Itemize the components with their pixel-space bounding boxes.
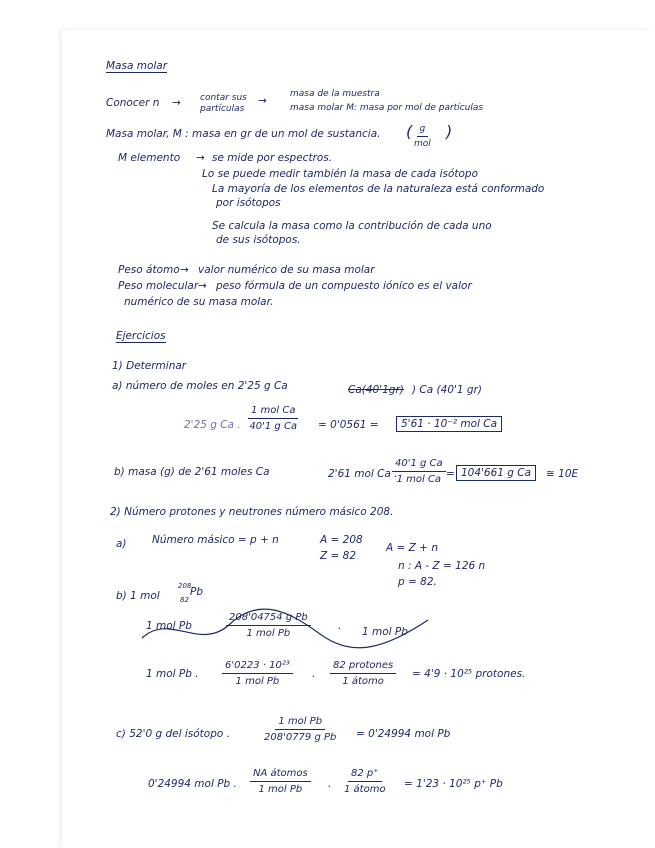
peso-molecular-def2: numérico de su masa molar. xyxy=(124,296,274,308)
contar-line-2: partículas xyxy=(200,104,245,114)
q1b-eq: = xyxy=(446,468,455,480)
q2b-answer: = 4'9 · 10²⁵ protones. xyxy=(412,668,526,680)
m-elemento: M elemento xyxy=(118,152,181,164)
q1b-tail: ≅ 10E xyxy=(546,468,579,480)
q1a: a) número de moles en 2'25 g Ca xyxy=(112,380,288,392)
q2b-iso-bot: 82 xyxy=(180,596,189,604)
conocer-n: Conocer n xyxy=(106,97,160,109)
q2a-r3: p = 82. xyxy=(398,576,437,588)
q2a-formula: Número másico = p + n xyxy=(152,534,279,546)
peso-atomo-def: valor numérico de su masa molar xyxy=(198,264,375,276)
q1b: b) masa (g) de 2'61 moles Ca xyxy=(114,466,270,478)
peso-molecular: Peso molecular xyxy=(118,280,199,292)
ejercicios-heading: Ejercicios xyxy=(116,330,166,342)
masa-muestra: masa de la muestra xyxy=(290,89,380,99)
q2a-label: a) xyxy=(116,538,127,550)
crossed-out-scribble xyxy=(140,612,430,648)
q2a-r1: A = Z + n xyxy=(386,542,438,554)
arrow-3: → xyxy=(196,152,205,164)
peso-molecular-def: peso fórmula de un compuesto iónico es el valor xyxy=(216,280,472,292)
arrow-5: → xyxy=(198,280,207,292)
q1a-answer: 5'61 · 10⁻² mol Ca xyxy=(396,416,502,432)
q2d-frac1: NA átomos 1 mol Pb xyxy=(250,768,311,795)
paren-open: ( xyxy=(406,122,413,141)
page-title: Masa molar xyxy=(106,60,168,72)
line-b: La mayoría de los elementos de la naturaleza está conformado xyxy=(212,183,545,195)
q2b-lhs: 1 mol Pb . xyxy=(146,668,199,680)
line-e: de sus isótopos. xyxy=(216,234,301,246)
line-d: Se calcula la masa como la contribución de cada uno xyxy=(212,220,492,232)
arrow-1: → xyxy=(172,97,181,109)
units-frac: g mol xyxy=(414,124,431,149)
q2b-w3: 1 mol Pb xyxy=(362,626,408,638)
q2c-answer: = 0'24994 mol Pb xyxy=(356,728,451,740)
q1b-answer: 104'661 g Ca xyxy=(456,465,536,481)
masa-molar-m: Masa molar, M : masa en gr de un mol de sustancia. xyxy=(106,128,381,140)
line-a: Lo se puede medir también la masa de cada isótopo xyxy=(202,168,479,180)
contar-line-1: contar sus xyxy=(200,93,247,103)
q1: 1) Determinar xyxy=(112,360,187,372)
peso-atomo: Peso átomo xyxy=(118,264,180,276)
line-c: por isótopos xyxy=(216,197,281,209)
masa-molar-def: masa molar M: masa por mol de partículas xyxy=(290,103,484,113)
arrow-4: → xyxy=(180,264,189,276)
q2b-label: b) 1 mol xyxy=(116,590,160,602)
q1a-eq: = 0'0561 = xyxy=(318,419,379,431)
q2d-answer: = 1'23 · 10²⁵ p⁺ Pb xyxy=(404,778,503,790)
q2: 2) Número protones y neutrones número másico 208. xyxy=(110,506,394,518)
q2b-dot: . xyxy=(338,620,342,632)
q2b-iso-sym: Pb xyxy=(190,586,203,598)
q2b-w1: 1 mol Pb xyxy=(146,620,192,632)
q2d-dot: . xyxy=(328,778,332,790)
se-mide: se mide por espectros. xyxy=(212,152,333,164)
arrow-2: → xyxy=(258,95,267,107)
q2b-frac2: 82 protones 1 átomo xyxy=(330,660,396,687)
q1a-strike: Ca(40'1gr) xyxy=(348,384,404,396)
q2b-w2: 208'04754 g Pb 1 mol Pb xyxy=(226,612,311,639)
q2a-A: A = 208 xyxy=(320,534,363,546)
q2b-frac1: 6'0223 · 10²³ 1 mol Pb xyxy=(222,660,293,687)
q2c-label: c) 52'0 g del isótopo . xyxy=(116,728,230,740)
q1b-frac: 40'1 g Ca 1 mol Ca xyxy=(392,458,446,485)
q2a-r2: n : A - Z = 126 n xyxy=(398,560,486,572)
q2c-frac: 1 mol Pb 208'0779 g Pb xyxy=(264,716,337,743)
q1b-lhs: 2'61 mol Ca . xyxy=(328,468,398,480)
q1a-frac: 1 mol Ca 40'1 g Ca xyxy=(249,405,298,432)
q1a-lhs: 2'25 g Ca . xyxy=(184,419,241,431)
q2b-iso-top: 208 xyxy=(178,582,192,590)
q2b-dot2: . xyxy=(312,668,316,680)
q2d-lhs: 0'24994 mol Pb . xyxy=(148,778,237,790)
q2d-frac2: 82 p⁺ 1 átomo xyxy=(344,768,386,795)
q2a-Z: Z = 82 xyxy=(320,550,357,562)
q1a-note: ) Ca (40'1 gr) xyxy=(412,384,482,396)
paren-close: ) xyxy=(446,122,453,141)
